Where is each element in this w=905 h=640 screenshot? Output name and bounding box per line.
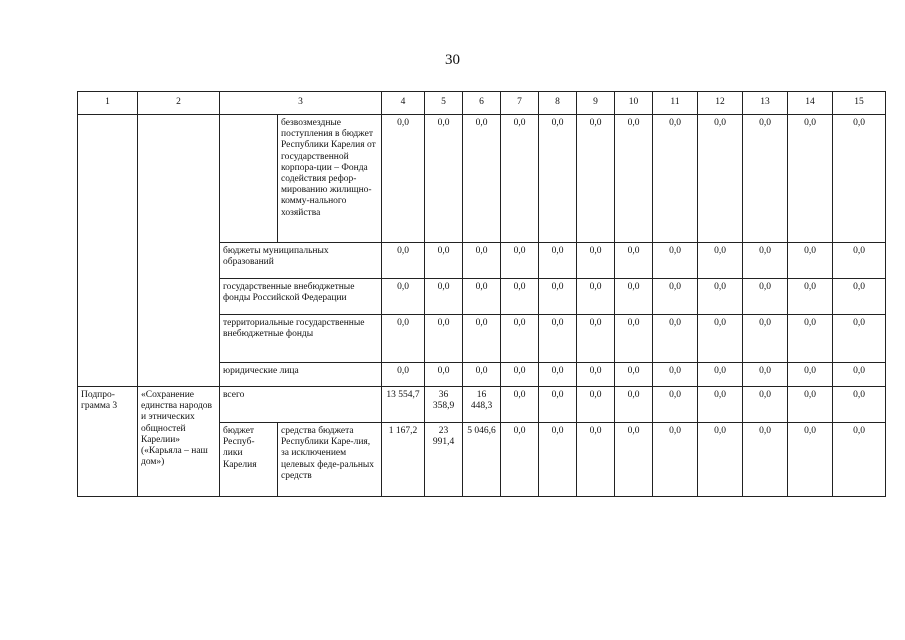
- value-cell: 0,0: [833, 279, 886, 315]
- value-cell: 0,0: [615, 279, 653, 315]
- source-name-cell: государственные внебюджетные фонды Российской Федерации: [220, 279, 382, 315]
- value-cell: 0,0: [463, 243, 501, 279]
- value-cell: 0,0: [833, 315, 886, 363]
- table-header-row: [78, 92, 886, 115]
- source-name-cell: всего: [220, 387, 382, 423]
- value-cell: 0,0: [577, 423, 615, 497]
- value-cell: 1 167,2: [382, 423, 425, 497]
- value-cell: 0,0: [577, 243, 615, 279]
- value-cell: 0,0: [501, 423, 539, 497]
- value-cell: 0,0: [382, 315, 425, 363]
- value-cell: 0,0: [833, 243, 886, 279]
- value-cell: 0,0: [577, 315, 615, 363]
- value-cell: 0,0: [833, 363, 886, 387]
- table-header-cell: 2: [138, 92, 220, 115]
- value-cell: 0,0: [833, 423, 886, 497]
- value-cell: 0,0: [743, 423, 788, 497]
- value-cell: 0,0: [615, 363, 653, 387]
- value-cell: 0,0: [501, 115, 539, 243]
- value-cell: 0,0: [501, 279, 539, 315]
- value-cell: 0,0: [788, 115, 833, 243]
- value-cell: 0,0: [425, 315, 463, 363]
- table-cell: [220, 115, 278, 243]
- table-header-cell: 13: [743, 92, 788, 115]
- value-cell: 0,0: [743, 243, 788, 279]
- source-name-cell: бюджеты муниципальных образований: [220, 243, 382, 279]
- value-cell: 0,0: [382, 115, 425, 243]
- value-cell: 0,0: [501, 315, 539, 363]
- value-cell: 0,0: [653, 243, 698, 279]
- value-cell: 0,0: [615, 243, 653, 279]
- value-cell: 0,0: [539, 315, 577, 363]
- value-cell: 0,0: [743, 363, 788, 387]
- table-header-cell: 7: [501, 92, 539, 115]
- value-cell: 0,0: [615, 115, 653, 243]
- value-cell: 0,0: [653, 387, 698, 423]
- value-cell: 0,0: [788, 387, 833, 423]
- value-cell: 5 046,6: [463, 423, 501, 497]
- value-cell: 0,0: [743, 387, 788, 423]
- table-header-cell: 10: [615, 92, 653, 115]
- table-header-cell: 11: [653, 92, 698, 115]
- value-cell: 0,0: [577, 387, 615, 423]
- value-cell: 0,0: [382, 279, 425, 315]
- table-row: [78, 387, 886, 423]
- value-cell: 0,0: [833, 387, 886, 423]
- value-cell: 0,0: [698, 243, 743, 279]
- value-cell: 0,0: [788, 279, 833, 315]
- value-cell: 0,0: [463, 279, 501, 315]
- value-cell: 0,0: [501, 387, 539, 423]
- value-cell: 0,0: [743, 279, 788, 315]
- table-cell: [138, 115, 220, 387]
- value-cell: 0,0: [382, 243, 425, 279]
- source-name-cell: территориальные государственные внебюджетные фонды: [220, 315, 382, 363]
- value-cell: 0,0: [425, 243, 463, 279]
- value-cell: 0,0: [425, 115, 463, 243]
- budget-name-cell: бюджет Респуб-лики Карелия: [220, 423, 278, 497]
- value-cell: 0,0: [788, 363, 833, 387]
- value-cell: 0,0: [501, 363, 539, 387]
- page-number: 30: [445, 52, 460, 68]
- value-cell: 23 991,4: [425, 423, 463, 497]
- value-cell: 0,0: [698, 315, 743, 363]
- table-header-cell: 5: [425, 92, 463, 115]
- value-cell: 36 358,9: [425, 387, 463, 423]
- value-cell: 0,0: [577, 279, 615, 315]
- table-header-cell: 14: [788, 92, 833, 115]
- value-cell: 0,0: [539, 387, 577, 423]
- value-cell: 0,0: [539, 363, 577, 387]
- value-cell: 0,0: [615, 423, 653, 497]
- table-header-cell: 4: [382, 92, 425, 115]
- table-header-cell: 1: [78, 92, 138, 115]
- table-header-cell: 6: [463, 92, 501, 115]
- value-cell: 0,0: [425, 279, 463, 315]
- value-cell: 0,0: [539, 115, 577, 243]
- value-cell: 0,0: [463, 115, 501, 243]
- value-cell: 0,0: [615, 315, 653, 363]
- value-cell: 0,0: [615, 387, 653, 423]
- value-cell: 0,0: [539, 279, 577, 315]
- source-name-cell: юридические лица: [220, 363, 382, 387]
- table-header-cell: 12: [698, 92, 743, 115]
- value-cell: 0,0: [698, 363, 743, 387]
- table-header-cell: 15: [833, 92, 886, 115]
- value-cell: 0,0: [653, 315, 698, 363]
- value-cell: 0,0: [788, 315, 833, 363]
- value-cell: 0,0: [698, 279, 743, 315]
- value-cell: 0,0: [833, 115, 886, 243]
- value-cell: 0,0: [577, 115, 615, 243]
- value-cell: 0,0: [539, 423, 577, 497]
- value-cell: 0,0: [788, 423, 833, 497]
- value-cell: 0,0: [698, 387, 743, 423]
- value-cell: 13 554,7: [382, 387, 425, 423]
- value-cell: 0,0: [463, 315, 501, 363]
- value-cell: 0,0: [463, 363, 501, 387]
- table-header-cell: 3: [220, 92, 382, 115]
- table-header-cell: 8: [539, 92, 577, 115]
- subprogram-title: «Сохранение единства народов и этнических общностей Карелии» («Карьяла – наш дом»): [138, 387, 220, 497]
- source-name-cell: средства бюджета Республики Каре-лия, за исключением целевых феде-ральных средств: [278, 423, 382, 497]
- value-cell: 0,0: [539, 243, 577, 279]
- value-cell: 0,0: [743, 315, 788, 363]
- value-cell: 0,0: [698, 423, 743, 497]
- table-cell: [78, 115, 138, 387]
- value-cell: 0,0: [653, 115, 698, 243]
- value-cell: 0,0: [653, 279, 698, 315]
- value-cell: 16 448,3: [463, 387, 501, 423]
- value-cell: 0,0: [653, 363, 698, 387]
- value-cell: 0,0: [501, 243, 539, 279]
- table-row: [78, 115, 886, 243]
- subprogram-label: Подпро-грамма 3: [78, 387, 138, 497]
- value-cell: 0,0: [425, 363, 463, 387]
- value-cell: 0,0: [743, 115, 788, 243]
- value-cell: 0,0: [788, 243, 833, 279]
- value-cell: 0,0: [577, 363, 615, 387]
- budget-table: [77, 91, 886, 497]
- value-cell: 0,0: [653, 423, 698, 497]
- source-name-cell: безвозмездные поступления в бюджет Республики Карелия от государственной корпора-ции – Фонда содействия рефор-мированию жилищно-комму-нального хозяйства: [278, 115, 382, 243]
- value-cell: 0,0: [698, 115, 743, 243]
- value-cell: 0,0: [382, 363, 425, 387]
- table-header-cell: 9: [577, 92, 615, 115]
